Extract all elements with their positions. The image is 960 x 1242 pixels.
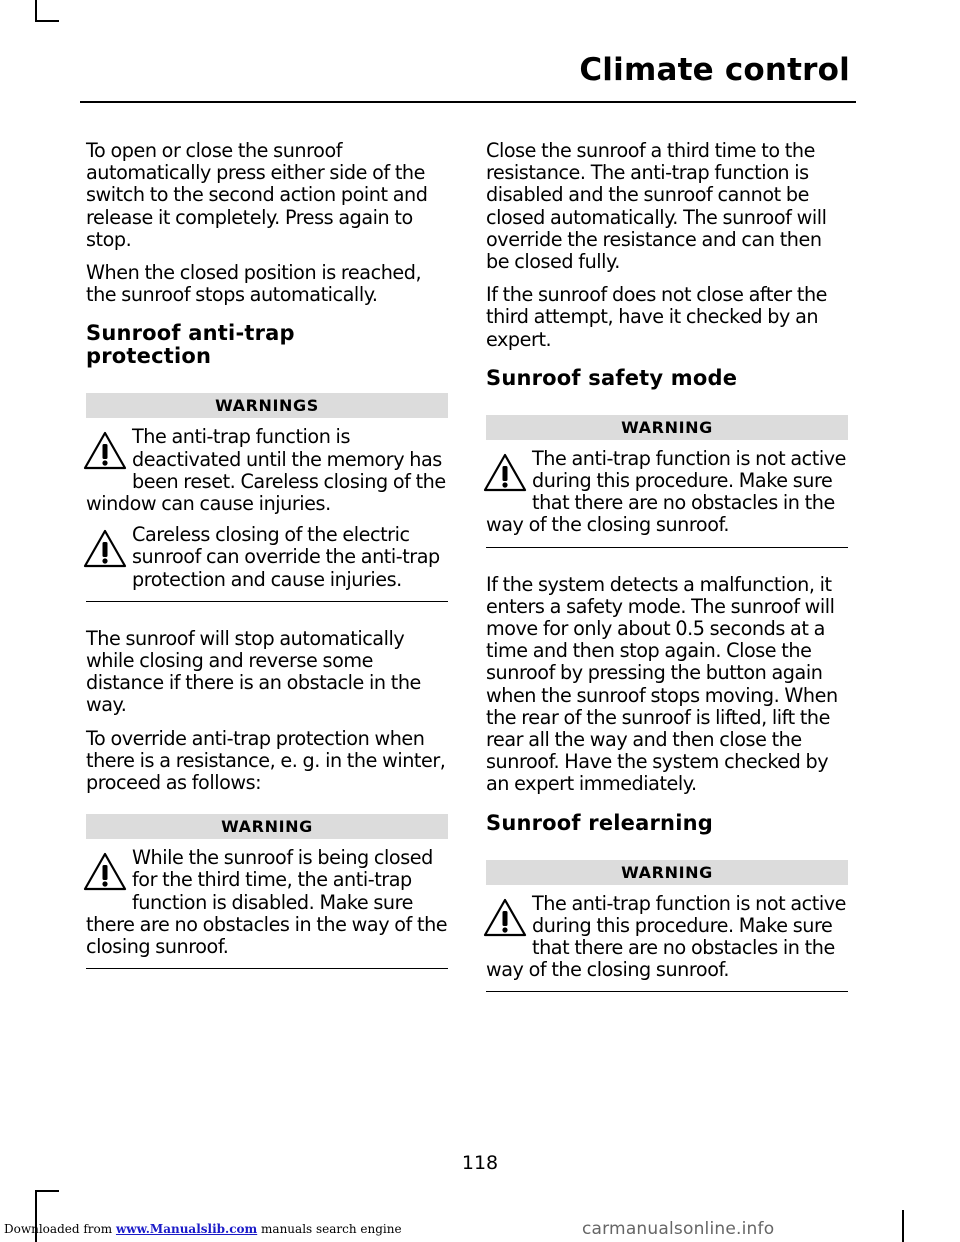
crop-mark-bottom-right-v (902, 1210, 904, 1242)
section-heading-anti-trap: Sunroof anti-trap protection (86, 321, 295, 369)
section-heading-relearning: Sunroof relearning (486, 810, 713, 835)
manualslib-link[interactable]: www.Manualslib.com (115, 1222, 258, 1236)
page-title: Climate control (579, 52, 850, 88)
body-paragraph: To override anti-trap protection when there is a resistance, e. g. in the winter, proceed as follows: (86, 726, 446, 795)
warning-text: While the sunroof is being closed for the third time, the anti-trap function is disabled. Make sure there are no obstacles in the way of the closing sunroof. (86, 846, 448, 959)
body-paragraph: When the closed position is reached, the sunroof stops automatically. (86, 261, 422, 307)
crop-mark-top-left-h (35, 20, 59, 22)
warning-divider (86, 968, 448, 969)
page-number: 118 (461, 1152, 499, 1174)
warning-text: The anti-trap function is not active during this procedure. Make sure that there are no obstacles in the way of the closing sunroof. (486, 446, 846, 537)
footer-prefix: Downloaded from (4, 1222, 113, 1236)
warnings-label: WARNINGS (86, 393, 448, 418)
warning-divider (486, 991, 848, 992)
title-divider (80, 101, 856, 103)
left-column (86, 140, 448, 995)
crop-mark-bottom-left-h (35, 1190, 59, 1192)
warning-item (86, 426, 448, 515)
warning-item (86, 524, 448, 591)
warning-triangle-icon (482, 897, 528, 939)
warning-item (86, 847, 448, 958)
footer-suffix: manuals search engine (261, 1222, 402, 1236)
watermark-text: carmanualsonline.info (582, 1219, 775, 1239)
warning-label: WARNING (86, 814, 448, 839)
warning-text: The anti-trap function is deactivated until the memory has been reset. Careless closing of the window can cause injuries. (86, 425, 446, 516)
warning-triangle-icon (82, 430, 128, 472)
warning-triangle-icon (82, 851, 128, 893)
warning-divider (486, 547, 848, 548)
warning-triangle-icon (82, 528, 128, 570)
warning-label: WARNING (486, 415, 848, 440)
warning-triangle-icon (482, 452, 528, 494)
body-paragraph: If the sunroof does not close after the third attempt, have it checked by an expert. (486, 283, 828, 351)
warning-text: Careless closing of the electric sunroof can override the anti-trap protection and cause injuries. (132, 523, 440, 591)
download-footer (4, 1222, 402, 1236)
warning-text: The anti-trap function is not active during this procedure. Make sure that there are no obstacles in the way of the closing sunroof. (486, 891, 846, 982)
warning-divider (86, 601, 448, 602)
body-paragraph: Close the sunroof a third time to the resistance. The anti-trap function is disabled and the sunroof cannot be closed automatically. The sunroof will override the resistance and can then be closed fully. (486, 139, 827, 274)
warning-item (486, 893, 848, 982)
body-paragraph: To open or close the sunroof automatically press either side of the switch to the second action point and release it completely. Press again to stop. (86, 139, 428, 251)
body-paragraph: If the system detects a malfunction, it enters a safety mode. The sunroof will move for only about 0.5 seconds at a time and then stop again. Close the sunroof by pressing the button again when the sunroof stops moving. When the rear of the sunroof is lifted, lift the rear all the way and then close the sunroof. Have the system checked by an expert immediately. (486, 572, 838, 796)
crop-mark-top-left-v (35, 0, 37, 22)
body-paragraph: The sunroof will stop automatically while closing and reverse some distance if there is an obstacle in the way. (86, 626, 421, 717)
section-heading-safety-mode: Sunroof safety mode (486, 365, 738, 390)
warning-label: WARNING (486, 860, 848, 885)
warning-item (486, 448, 848, 537)
right-column (486, 140, 848, 1018)
